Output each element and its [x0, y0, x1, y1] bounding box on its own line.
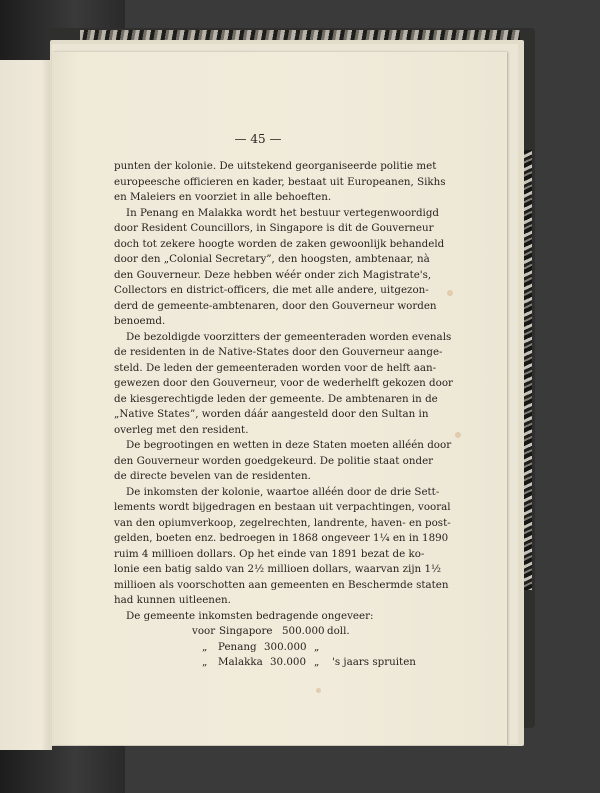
foxing-spot: [447, 290, 453, 296]
revenue-prefix: „: [202, 656, 208, 668]
text-line: de directe bevelen van de residenten.: [114, 470, 311, 482]
text-line: „Native States”, worden dáár aangesteld door den Sultan in: [114, 408, 429, 420]
revenue-prefix: „: [202, 640, 208, 653]
text-line: van den opiumverkoop, zegelrechten, landrente, haven- en post-: [114, 516, 451, 529]
text-line: lements wordt bijgedragen en bestaan uit verpachtingen, vooral: [114, 501, 451, 513]
text-line: Collectors en district-officers, die met alle andere, uitgezon-: [114, 284, 429, 296]
text-line: en Maleiers en voorziet in alle behoeften.: [114, 191, 332, 203]
text-line: lonie een batig saldo van 2½ millioen dollars, waarvan zijn 1½: [114, 563, 441, 575]
left-page: [0, 60, 52, 750]
revenue-row-malakka: [114, 655, 416, 671]
text-line: europeesche officieren en kader, bestaat uit Europeanen, Sikhs: [114, 175, 446, 188]
text-line: de residenten in de Native-States door den Gouverneur aange-: [114, 346, 443, 358]
text-line: De begrootingen en wetten in deze Staten moeten alléén door: [126, 439, 452, 451]
text-line: steld. De leden der gemeenteraden worden voor de helft aan-: [114, 361, 437, 374]
revenue-place: Penang: [218, 640, 257, 653]
text-line: In Penang en Malakka wordt het bestuur vertegenwoordigd: [126, 206, 440, 219]
text-line: door Resident Councillors, in Singapore is dit de Gouverneur: [114, 222, 434, 234]
revenue-row-singapore: [114, 624, 404, 640]
foxing-spot: [316, 688, 321, 693]
revenue-amount: 500.000: [282, 625, 325, 637]
text-line: den Gouverneur worden goedgekeurd. De politie staat onder: [114, 454, 434, 467]
text-line: den Gouverneur. Deze hebben wéér onder zich Magistrate's,: [114, 268, 432, 281]
text-line: derd de gemeente-ambtenaren, door den Gouverneur worden: [114, 299, 437, 312]
text-line: had kunnen uitleenen.: [114, 594, 231, 606]
text-line: gewezen door den Gouverneur, voor de wederhelft gekozen door: [114, 377, 453, 389]
text-line: de kiesgerechtigde leden der gemeente. De ambtenaren in de: [114, 392, 438, 405]
revenue-amount: 30.000: [270, 656, 307, 668]
revenue-unit: „: [314, 640, 320, 653]
text-line: punten der kolonie. De uitstekend georganiseerde politie met: [114, 160, 437, 172]
text-line: doch tot zekere hoogte worden de zaken gewoonlijk behandeld: [114, 237, 445, 250]
text-line: overleg met den resident.: [114, 423, 249, 436]
revenue-place: Singapore: [219, 625, 273, 637]
body-text: [114, 159, 453, 671]
text-line: De bezoldigde voorzitters der gemeenteraden worden evenals: [126, 330, 452, 343]
revenue-place: Malakka: [218, 656, 263, 668]
foxing-spot: [455, 432, 461, 438]
text-line: door den „Colonial Secretary”, den hoogsten, ambtenaar, nà: [114, 253, 430, 265]
revenue-unit: doll.: [327, 625, 350, 637]
revenue-prefix: voor: [192, 625, 216, 637]
revenue-unit: „: [314, 656, 320, 668]
revenue-row-penang: [114, 640, 404, 656]
text-line: benoemd.: [114, 315, 166, 327]
text-line: De gemeente inkomsten bedragende ongeveer:: [126, 609, 374, 622]
revenue-amount: 300.000: [264, 640, 307, 653]
text-line: De inkomsten der kolonie, waartoe alléén door de drie Sett-: [126, 485, 440, 498]
revenue-note: 's jaars spruiten: [332, 656, 416, 668]
text-line: millioen als voorschotten aan gemeenten en Beschermde staten: [114, 578, 449, 591]
text-line: gelden, boeten enz. bedroegen in 1868 ongeveer 1¼ en in 1890: [114, 532, 449, 544]
page-number: — 45 —: [234, 132, 282, 146]
text-line: ruim 4 millioen dollars. Op het einde van 1891 bezat de ko-: [114, 547, 425, 560]
